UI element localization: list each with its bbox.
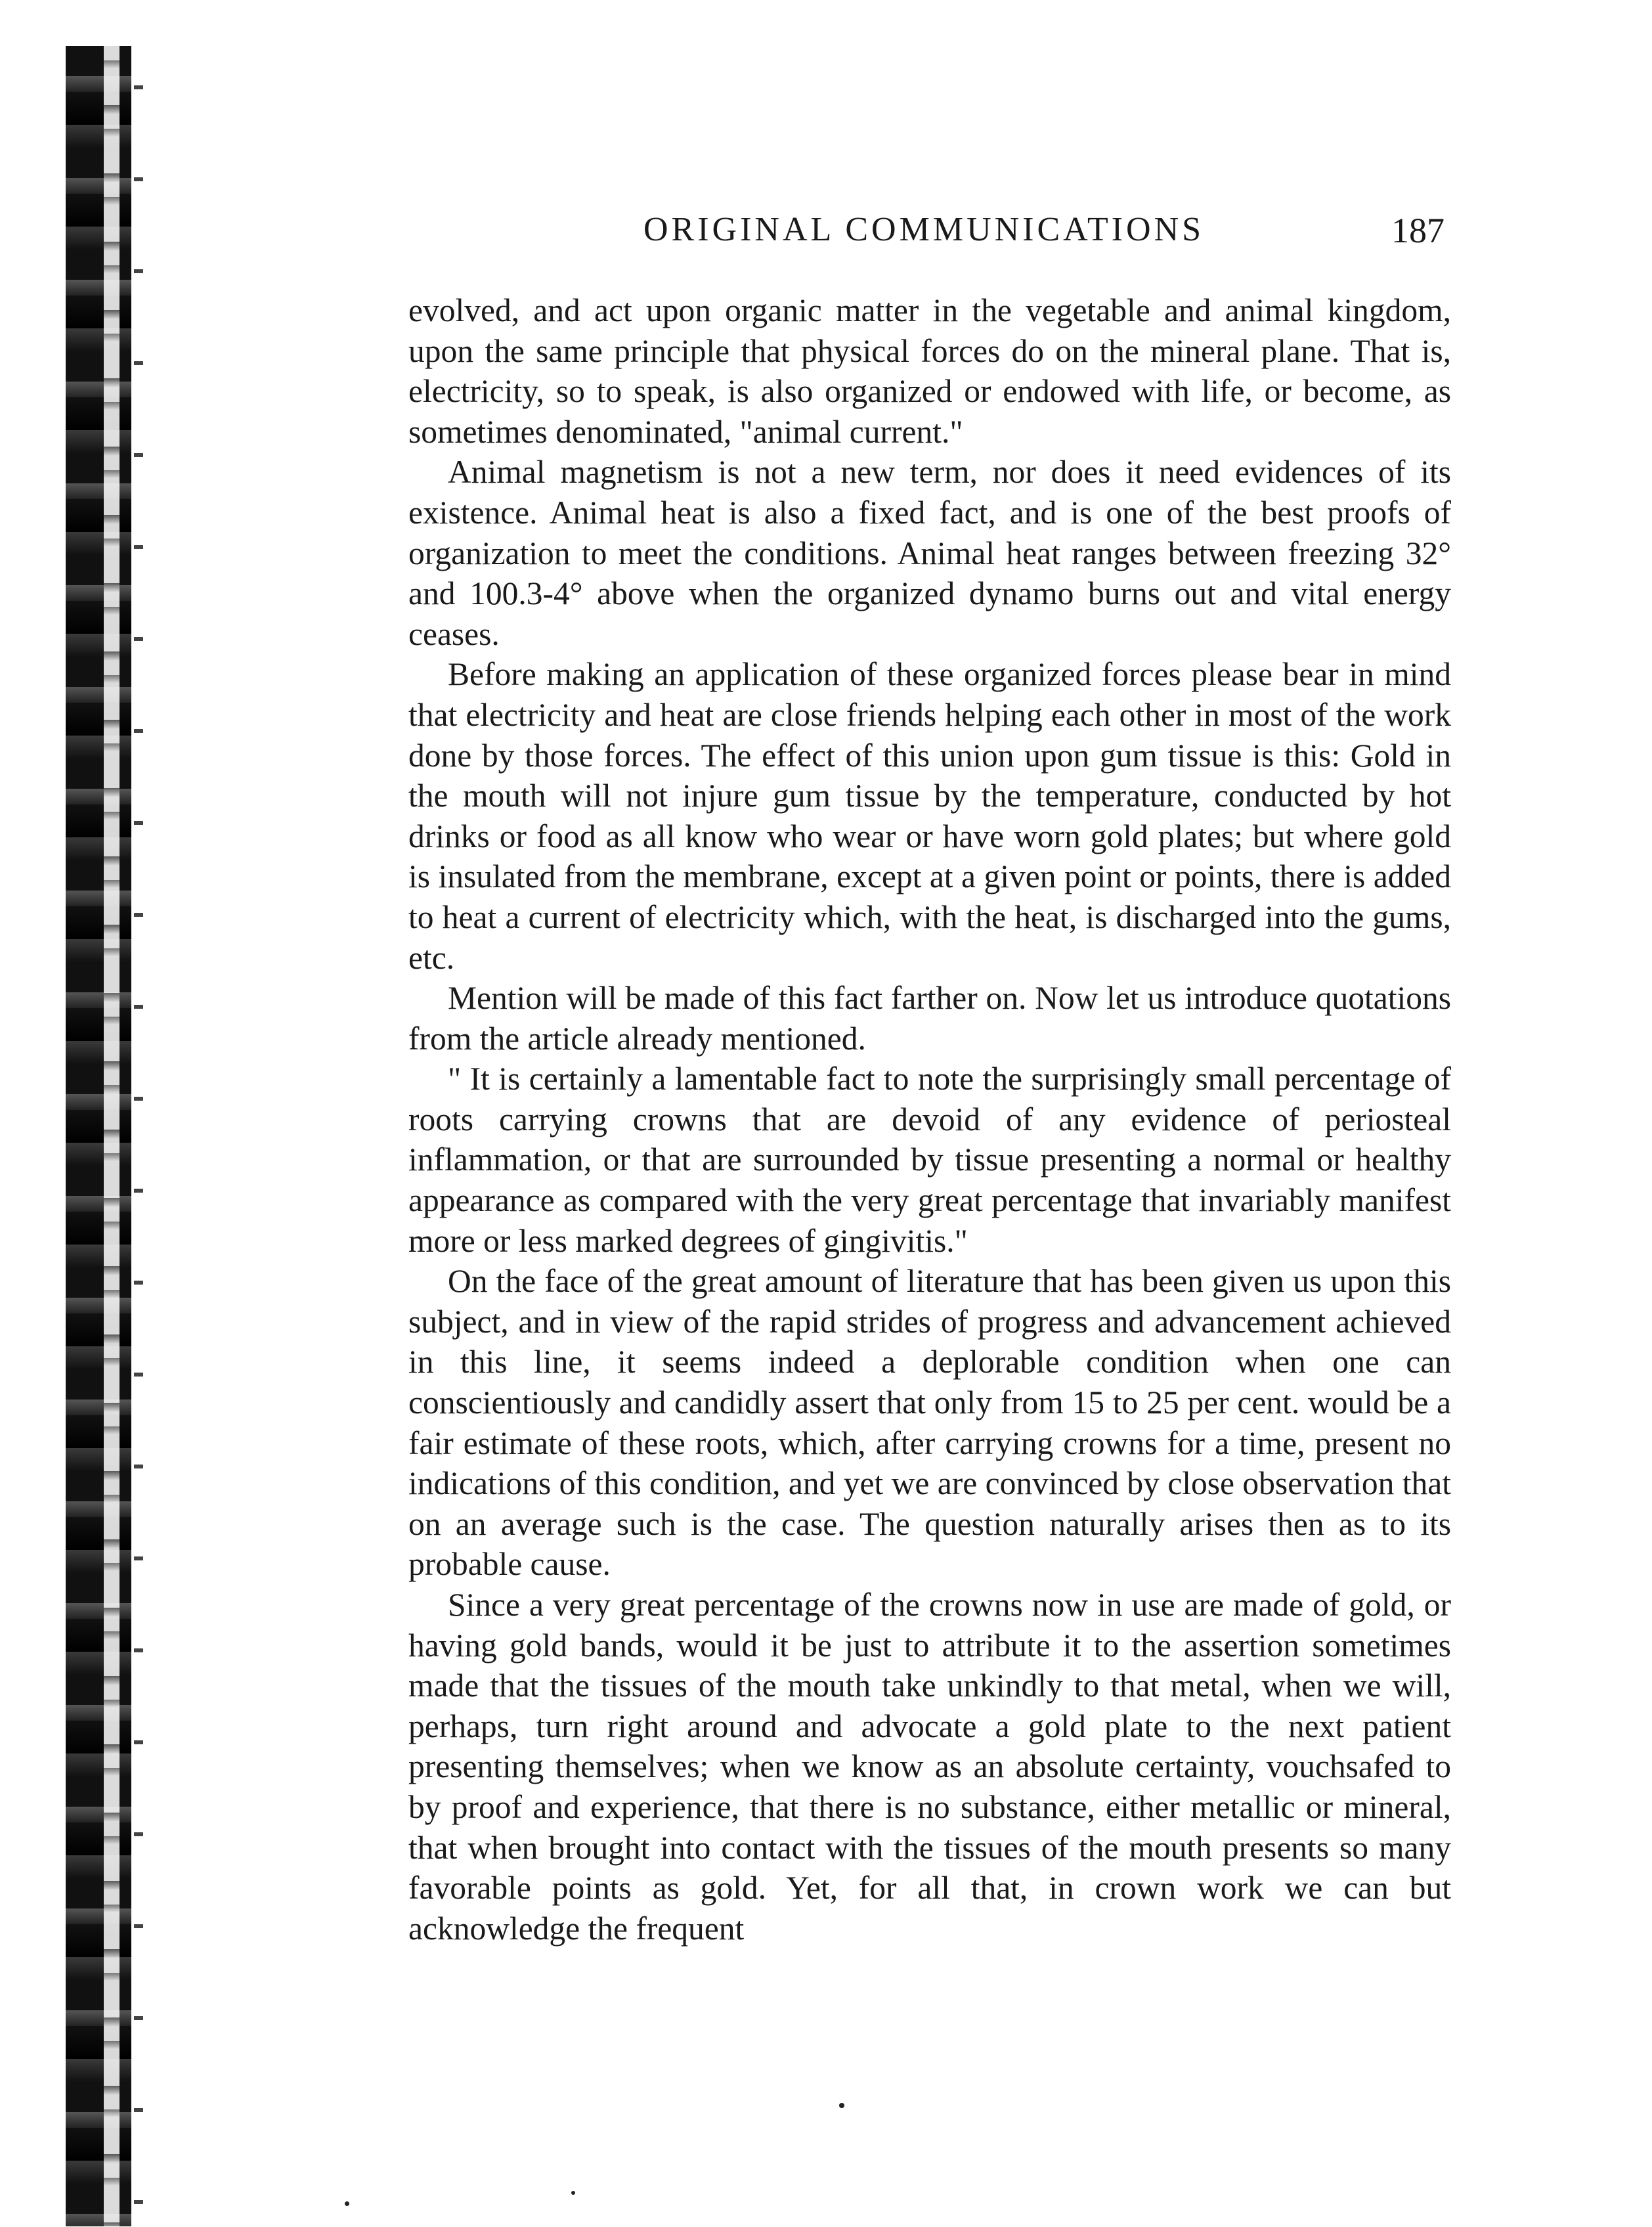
running-head: ORIGINAL COMMUNICATIONS	[643, 211, 1205, 248]
page-number: 187	[1391, 211, 1445, 250]
paragraph-2: Animal magnetism is not a new term, nor does it need evidences of its existence. Animal heat is also a fixed fact, and is one of the best proofs of organization to meet the conditions. Animal heat ranges between freezing 32° and 100.3-4° above when the organized dynamo burns out and vital energy ceases.	[408, 454, 1451, 652]
paragraph-4: Mention will be made of this fact farther on. Now let us introduce quotations from the article already mentioned.	[408, 980, 1451, 1057]
speck	[345, 2201, 349, 2206]
paragraph-7: Since a very great percentage of the crowns now in use are made of gold, or having gold bands, would it be just to attribute it to the assertion sometimes made that the tissues of the mouth take unkindly to that metal, when we will, perhaps, turn right around and advocate a gold plate to the next patient presenting themselves; when we know as an absolute certainty, vouchsafed to by proof and experience, that there is no substance, either metallic or mineral, that when brought into contact with the tissues of the mouth presents so many favorable points as gold. Yet, for all that, in crown work we can but acknowledge the frequent	[408, 1587, 1451, 1947]
paragraph-3: Before making an application of these organized forces please bear in mind that electricity and heat are close friends helping each other in most of the work done by those forces. The effect of this union upon gum tissue is this: Gold in the mouth will not injure gum tissue by the temperature, conducted by hot drinks or food as all know who wear or have worn gold plates; but where gold is insulated from the membrane, except at a given point or points, there is added to heat a current of electricity which, with the heat, is discharged into the gums, etc.	[408, 656, 1451, 976]
paragraph-6: On the face of the great amount of literature that has been given us upon this subject, and in view of the rapid strides of progress and advancement achieved in this line, it seems indeed a deplorable condition when one can conscientiously and candidly assert that only from 15 to 25 per cent. would be a fair estimate of these roots, which, after carrying crowns for a time, present no indications of this condition, and yet we are convinced by close observation that on an average such is the case. The question naturally arises then as to its probable cause.	[408, 1263, 1451, 1583]
speck	[839, 2103, 844, 2108]
page-header	[407, 210, 1445, 269]
speck	[571, 2191, 575, 2195]
paragraph-5: " It is certainly a lamentable fact to note the surprisingly small percentage of roots carrying crowns that are devoid of any evidence of periosteal inflammation, or that are surrounded by tissue presenting a normal or healthy appearance as compared with the very great percentage that invariably manifest more or less marked degrees of gingivitis."	[408, 1061, 1451, 1259]
paragraph-1: evolved, and act upon organic matter in the vegetable and animal kingdom, upon the same principle that physical forces do on the mineral plane. That is, electricity, so to speak, is also organized or endowed with life, or become, as sometimes denominated, "animal current."	[408, 292, 1451, 450]
binding-edge	[66, 46, 131, 2226]
body-text	[408, 290, 1451, 1949]
